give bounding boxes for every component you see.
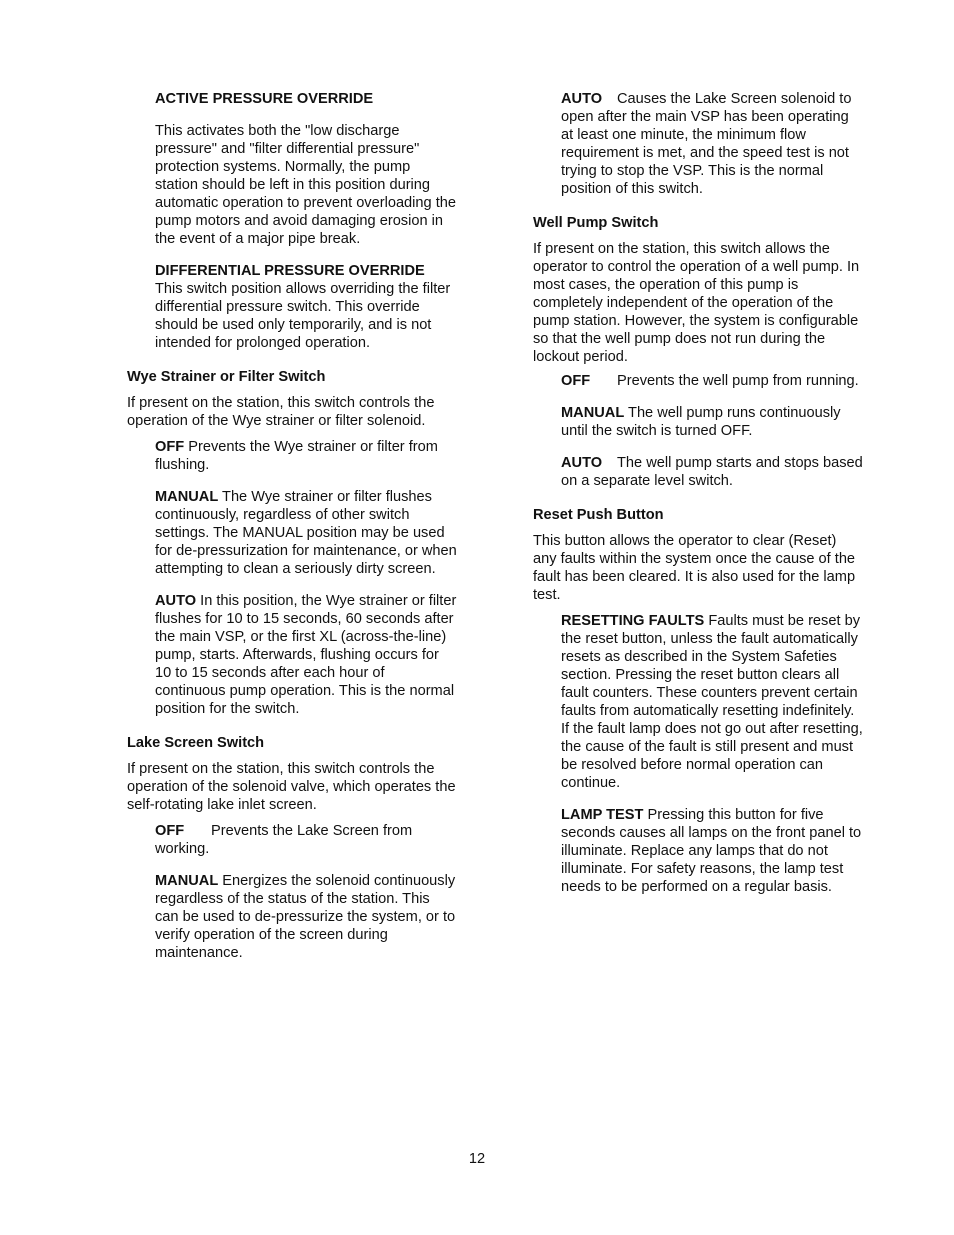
lake-off-label: OFF [155,823,185,839]
well-auto [561,454,863,490]
dpo-title: DIFFERENTIAL PRESSURE OVERRIDE [155,263,425,279]
wye-heading: Wye Strainer or Filter Switch [127,369,326,385]
lake-manual-text: Energizes the solenoid continuously regardless of the status of the station. This can be used to de-pressurize the system, or to verify operation of the screen during maintenance. [155,873,456,961]
resetting-text: Faults must be reset by the reset button, unless the fault automatically resets as described in the System Safeties section. Pressing the reset button clears all fault counters. These counters prevent certain faults from automatically resetting indefinitely. If the fault lamp does not go out after resetting, the cause of the fault is still present and must be resolved before normal operation can continue. [561,613,863,791]
resetting-faults [561,612,863,792]
wye-auto-label: AUTO [155,593,197,609]
lake-off [155,822,457,858]
lake-auto [561,90,863,198]
well-off [561,372,863,390]
resetting-label: RESETTING FAULTS [561,613,705,629]
well-auto-label: AUTO [561,455,603,471]
well-off-text: Prevents the well pump from running. [617,373,859,389]
wye-auto [155,592,457,718]
lake-auto-label: AUTO [561,91,603,107]
wye-off-label: OFF [155,439,185,455]
wye-intro: If present on the station, this switch controls the operation of the Wye strainer or filter solenoid. [127,395,435,429]
right-column [533,90,863,896]
lake-heading: Lake Screen Switch [127,735,265,751]
wye-off [155,438,457,474]
wye-manual-label: MANUAL [155,489,219,505]
apo-title: ACTIVE PRESSURE OVERRIDE [155,91,374,107]
wye-manual-text: The Wye strainer or filter flushes continuously, regardless of other switch settings. The MANUAL position may be used for de-pressurization for maintenance, or when attempting to clean a seriously dirty screen. [155,489,457,577]
lake-auto-text: Causes the Lake Screen solenoid to open after the main VSP has been operating at least one minute, the minimum flow requirement is met, and the speed test is not trying to stop the VSP. This is the normal position of this switch. [561,91,852,197]
wye-manual [155,488,457,578]
well-off-label: OFF [561,373,591,389]
well-manual [561,404,863,440]
wye-auto-text: In this position, the Wye strainer or filter flushes for 10 to 15 seconds, 60 seconds after the main VSP, or the first XL (across-the-line) pump, starts. Afterwards, flushing occurs for 10 to 15 seconds after each hour of continuous pump operation. This is the normal position for the switch. [155,593,457,717]
lake-manual-label: MANUAL [155,873,219,889]
dpo-text: This switch position allows overriding the filter differential pressure switch. This override should be used only temporarily, and is not intended for prolonged operation. [155,281,451,351]
lake-intro: If present on the station, this switch controls the operation of the solenoid valve, which operates the self-rotating lake inlet screen. [127,761,456,813]
lamp-label: LAMP TEST [561,807,644,823]
left-column [127,90,457,962]
page-number: 12 [468,1151,486,1167]
well-auto-text: The well pump starts and stops based on a separate level switch. [561,455,863,489]
lake-manual [155,872,457,962]
well-intro: If present on the station, this switch allows the operator to control the operation of a well pump. In most cases, the operation of this pump is completely independent of the operation of the pump station. However, the system is configurable so that the well pump does not run during the lockout period. [533,241,860,365]
lamp-test [561,806,863,896]
apo-text: This activates both the "low discharge pressure" and "filter differential pressure" protection systems. Normally, the pump station should be left in this position during automatic operation to prevent overloading the pump motors and avoid damaging erosion in the event of a major pipe break. [155,123,456,247]
well-manual-label: MANUAL [561,405,625,421]
well-heading: Well Pump Switch [533,215,659,231]
well-manual-text: The well pump runs continuously until the switch is turned OFF. [561,405,841,439]
reset-heading: Reset Push Button [533,507,664,523]
reset-intro: This button allows the operator to clear (Reset) any faults within the system once the cause of the fault has been cleared. It is also used for the lamp test. [533,533,856,603]
lamp-text: Pressing this button for five seconds causes all lamps on the front panel to illuminate. Replace any lamps that do not illuminate. For safety reasons, the lamp test needs to be performed on a regular basis. [561,807,862,895]
wye-off-text: Prevents the Wye strainer or filter from flushing. [155,439,438,473]
lake-off-text: Prevents the Lake Screen from working. [155,823,413,857]
